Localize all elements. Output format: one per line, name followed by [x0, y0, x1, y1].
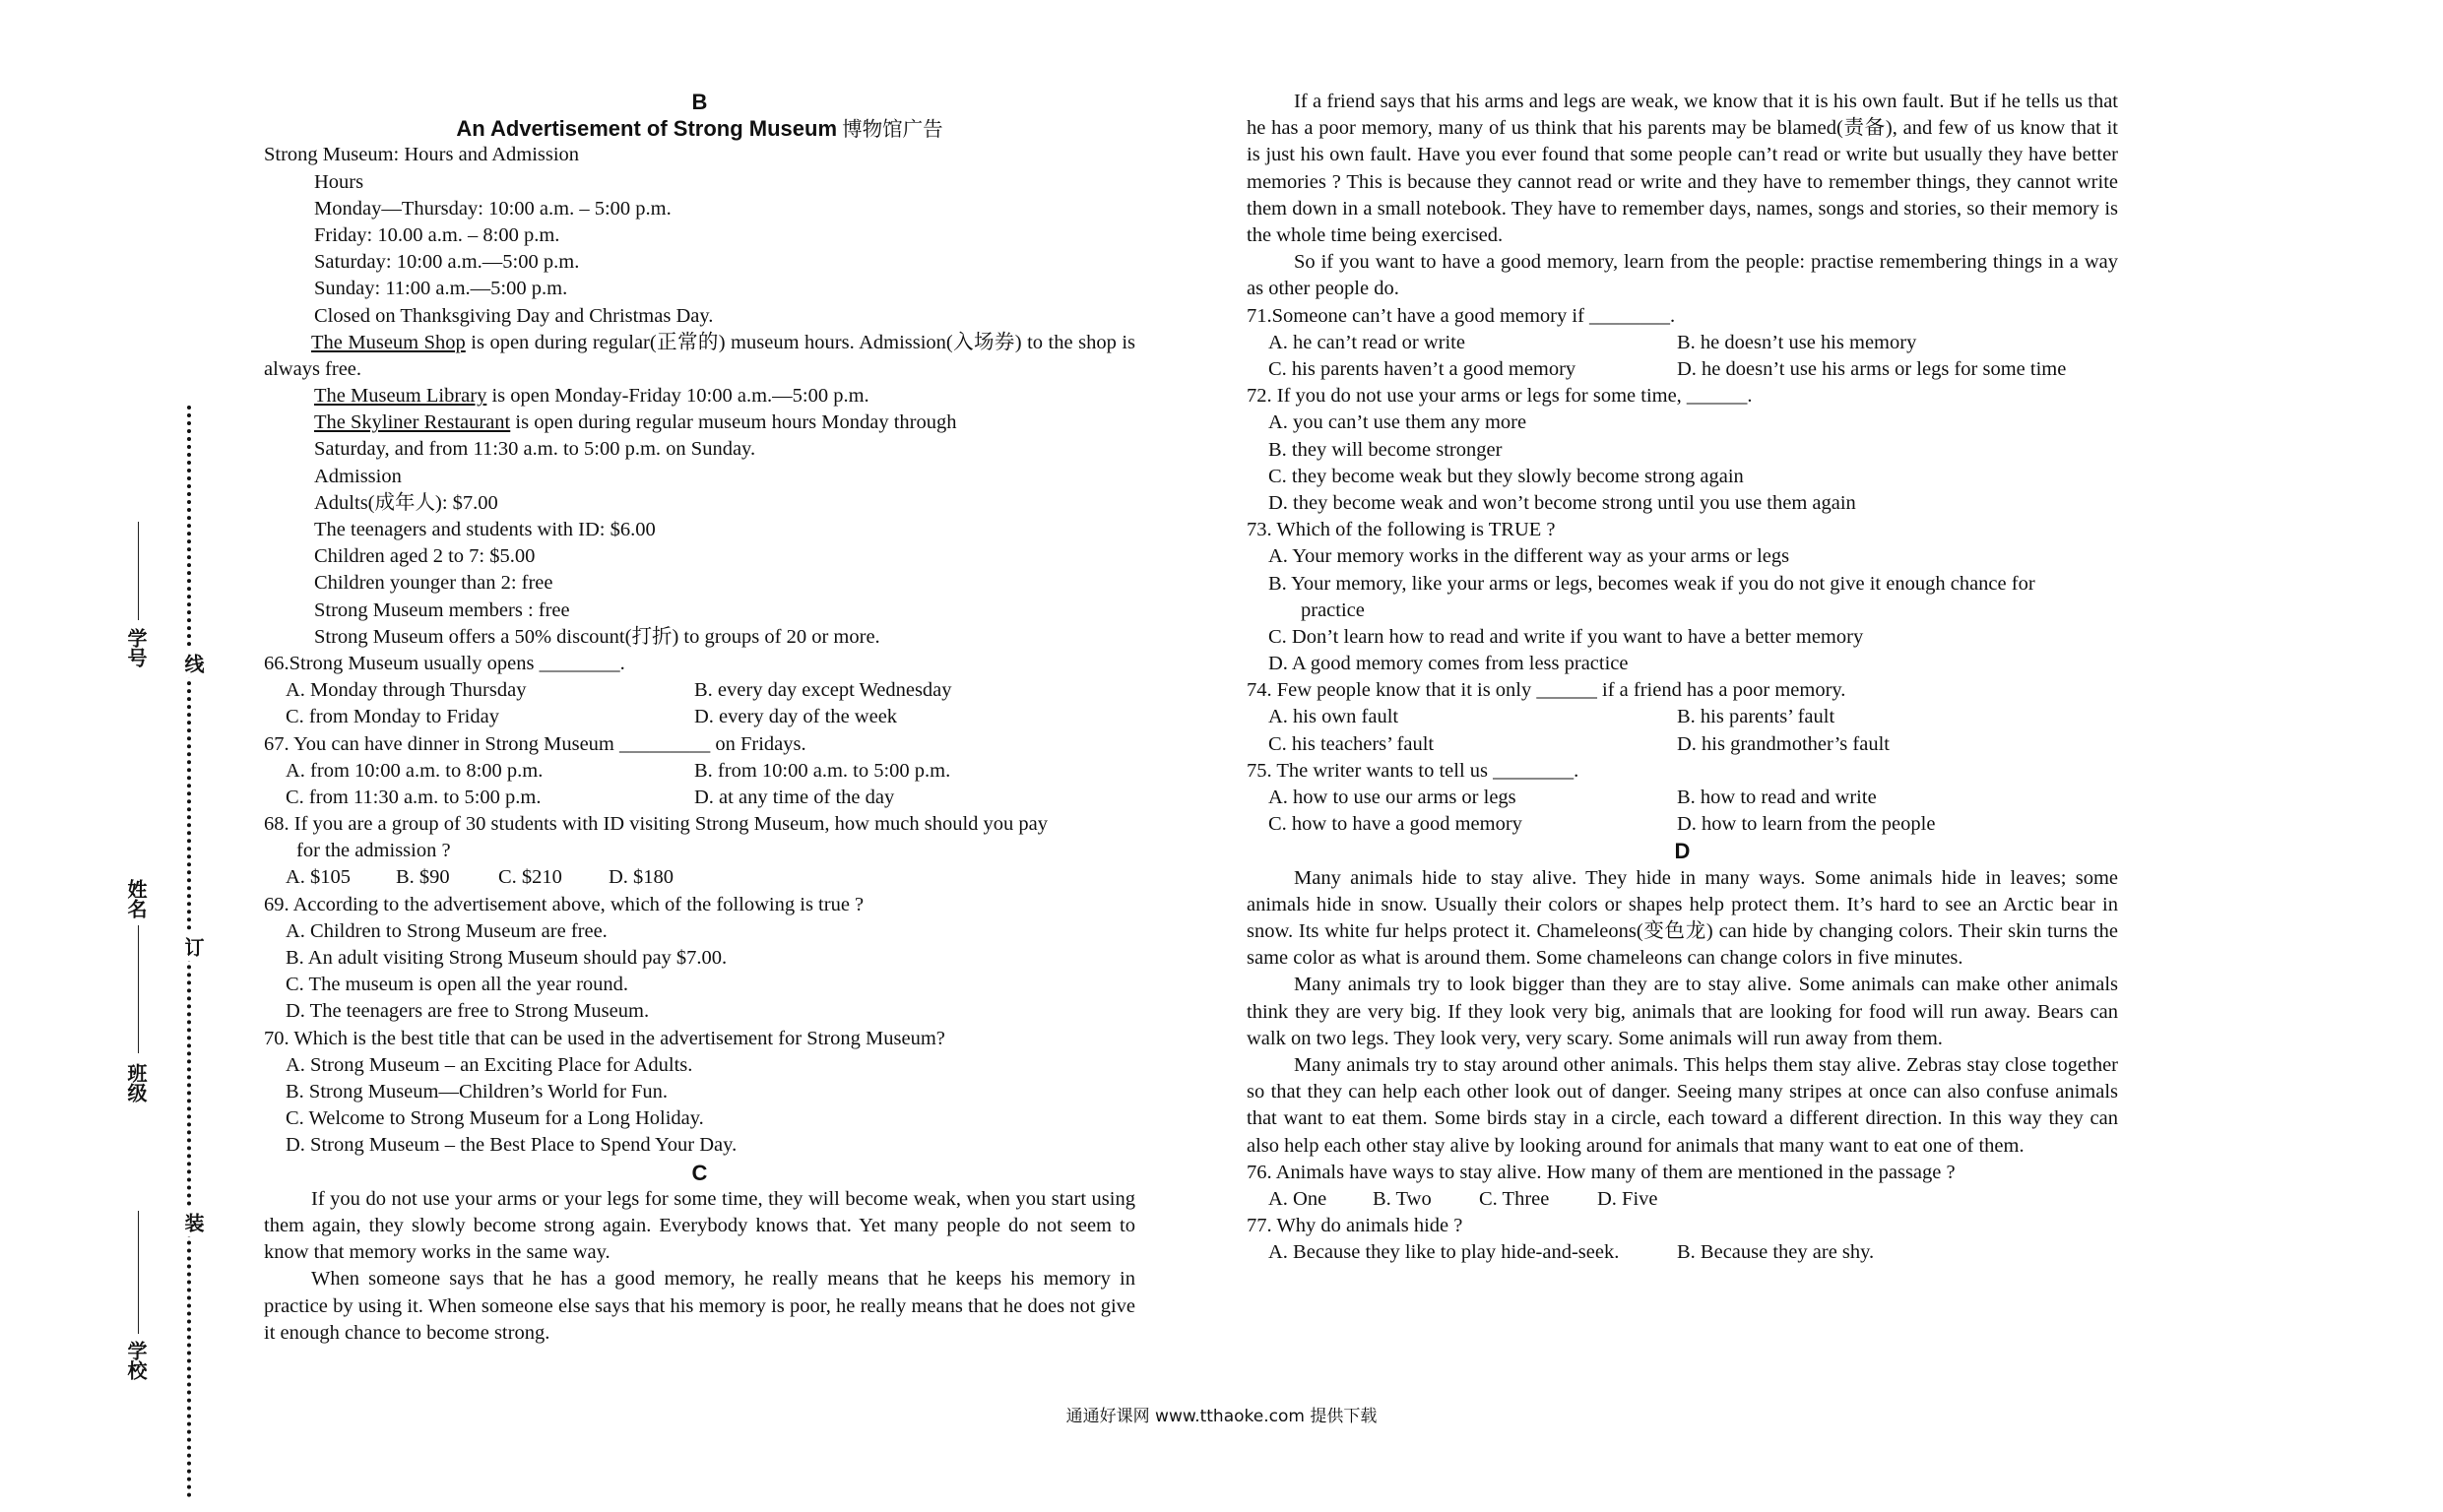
q73-option-c[interactable]: C. Don’t learn how to read and write if you want to have a better memory [1268, 625, 1864, 648]
cut-word-bind: 订 [179, 933, 208, 961]
q73-option-b[interactable]: B. Your memory, like your arms or legs, becomes weak if you do not give it enough chance for [1268, 572, 2035, 595]
price-students: The teenagers and students with ID: $6.00 [314, 519, 656, 541]
q68-option-d[interactable]: D. $180 [609, 866, 675, 889]
q76-option-a[interactable]: A. One [1268, 1187, 1327, 1210]
section-d-para-3: Many animals try to stay around other animals. This helps them stay alive. Zebras stay close together so that they can help each other look out of danger. Seeing many stripes at once can also confuse animals that want to eat them. Some birds stay in a circle, each toward a different direction. In this way they can also help each other stay alive by looking around for animals that many want to eat one of them. [1247, 1053, 2118, 1157]
q67-option-d[interactable]: D. at any time of the day [694, 786, 895, 808]
cut-word-line: 线 [179, 650, 208, 677]
q75-option-c[interactable]: C. how to have a good memory [1268, 813, 1522, 836]
name-label: 姓名 [124, 879, 148, 918]
class-blank [138, 925, 139, 1053]
q77-option-b[interactable]: B. Because they are shy. [1677, 1241, 1875, 1264]
hours-sat: Saturday: 10:00 a.m.—5:00 p.m. [314, 251, 580, 274]
price-members: Strong Museum members : free [314, 598, 570, 621]
page-footer: 通通好课网 www.tthaoke.com 提供下载 [1065, 1407, 1378, 1426]
q75-options-cd [1247, 811, 2118, 838]
closed-days: Closed on Thanksgiving Day and Christmas Day. [314, 304, 714, 327]
student-id-label: 学号 [124, 628, 148, 667]
shop-info [264, 330, 1135, 383]
q74-option-b[interactable]: B. his parents’ fault [1677, 706, 1835, 728]
price-children: Children aged 2 to 7: $5.00 [314, 545, 536, 568]
q75-stem: 75. The writer wants to tell us ________. [1247, 759, 1579, 782]
q69-option-a[interactable]: A. Children to Strong Museum are free. [286, 919, 608, 942]
q68-stem: 68. If you are a group of 30 students with ID visiting Strong Museum, how much should you pay [264, 813, 1049, 836]
student-id-blank [138, 522, 139, 620]
school-label: 学校 [124, 1341, 148, 1380]
shop-info-text: is open during regular(正常的) museum hours. Admission(入场券) to the shop is always free. [264, 331, 1135, 380]
q72-option-c[interactable]: C. they become weak but they slowly become strong again [1268, 465, 1744, 487]
q76-stem: 76. Animals have ways to stay alive. How many of them are mentioned in the passage ? [1247, 1161, 1956, 1183]
q66-stem: 66.Strong Museum usually opens ________. [264, 652, 625, 674]
q75-options-ab [1247, 785, 2118, 811]
restaurant-info-line2: Saturday, and from 11:30 a.m. to 5:00 p.m. on Sunday. [314, 438, 756, 461]
q68-options [264, 864, 1135, 891]
museum-shop-link[interactable]: The Museum Shop [311, 331, 466, 353]
hours-heading: Hours [314, 170, 364, 193]
q67-option-c[interactable]: C. from 11:30 a.m. to 5:00 p.m. [286, 786, 542, 808]
q67-stem: 67. You can have dinner in Strong Museum _________ on Fridays. [264, 732, 806, 755]
q67-option-a[interactable]: A. from 10:00 a.m. to 8:00 p.m. [286, 759, 544, 782]
section-c-letter: C [691, 1160, 708, 1185]
q77-option-a[interactable]: A. Because they like to play hide-and-seek. [1268, 1241, 1620, 1264]
q71-option-a[interactable]: A. he can’t read or write [1268, 331, 1465, 353]
section-c-para-1: If you do not use your arms or your legs for some time, they will become weak, when you start using them again, they slowly become strong again. Everybody knows that. Yet many people do not seem to know that memory works in the same way. [264, 1187, 1135, 1264]
q68-stem-cont: for the admission ? [296, 840, 451, 862]
q67-options-cd [264, 785, 1135, 811]
right-column [1247, 89, 2118, 1267]
price-infants: Children younger than 2: free [314, 572, 553, 595]
q72-option-d[interactable]: D. they become weak and won’t become strong until you use them again [1268, 491, 1856, 514]
q69-option-c[interactable]: C. The museum is open all the year round. [286, 974, 629, 996]
q73-option-a[interactable]: A. Your memory works in the different way as your arms or legs [1268, 545, 1790, 568]
q76-options [1247, 1186, 2118, 1213]
q66-options-ab [264, 677, 1135, 704]
section-b-letter: B [691, 90, 708, 114]
section-d-letter: D [1674, 839, 1691, 864]
q75-option-d[interactable]: D. how to learn from the people [1677, 813, 1936, 836]
q68-option-a[interactable]: A. $105 [286, 866, 352, 889]
binding-margin [0, 0, 256, 1512]
q70-option-d[interactable]: D. Strong Museum – the Best Place to Spend Your Day. [286, 1134, 738, 1157]
q71-stem: 71.Someone can’t have a good memory if ________. [1247, 304, 1676, 327]
q74-options-cd [1247, 731, 2118, 758]
q71-options-ab [1247, 330, 2118, 356]
q73-option-d[interactable]: D. A good memory comes from less practice [1268, 653, 1629, 675]
q76-option-c[interactable]: C. Three [1479, 1187, 1550, 1210]
q74-option-c[interactable]: C. his teachers’ fault [1268, 732, 1435, 755]
q69-option-b[interactable]: B. An adult visiting Strong Museum should pay $7.00. [286, 947, 728, 970]
q74-option-a[interactable]: A. his own fault [1268, 706, 1399, 728]
library-info-text: is open Monday-Friday 10:00 a.m.—5:00 p.m. [486, 385, 869, 408]
library-info [264, 383, 1135, 410]
section-d-para-1: Many animals hide to stay alive. They hide in many ways. Some animals hide in leaves; some animals hide in snow. Usually their colors or shapes help protect them. It’s hard to see an Arctic bear in snow. Its white fur helps protect it. Chameleons(变色龙) can hide by changing colors. Their skin turns the same color as what is around them. Some chameleons can change colors in five minutes. [1247, 866, 2118, 970]
hours-mon-thu: Monday—Thursday: 10:00 a.m. – 5:00 p.m. [314, 197, 672, 220]
q66-option-a[interactable]: A. Monday through Thursday [286, 679, 527, 702]
q67-option-b[interactable]: B. from 10:00 a.m. to 5:00 p.m. [694, 759, 951, 782]
q68-option-b[interactable]: B. $90 [396, 866, 450, 889]
q71-option-b[interactable]: B. he doesn’t use his memory [1677, 331, 1917, 353]
q70-option-a[interactable]: A. Strong Museum – an Exciting Place for Adults. [286, 1053, 693, 1076]
q68-option-c[interactable]: C. $210 [498, 866, 562, 889]
group-discount: Strong Museum offers a 50% discount(打折) to groups of 20 or more. [314, 625, 880, 648]
hours-sun: Sunday: 11:00 a.m.—5:00 p.m. [314, 278, 568, 300]
q71-option-d[interactable]: D. he doesn’t use his arms or legs for some time [1677, 358, 2067, 380]
q77-options-ab [1247, 1239, 2118, 1266]
price-adults: Adults(成年人): $7.00 [314, 491, 498, 514]
q74-option-d[interactable]: D. his grandmother’s fault [1677, 732, 1890, 755]
hours-fri: Friday: 10.00 a.m. – 8:00 p.m. [314, 223, 560, 246]
q72-option-b[interactable]: B. they will become stronger [1268, 438, 1503, 461]
school-blank [138, 1211, 139, 1334]
section-c-para-3: If a friend says that his arms and legs are weak, we know that it is his own fault. But if he tells us that he has a poor memory, many of us think that his parents may be blamed(责备), and few of us know that it is just his own fault. Have you ever found that some people can’t read or write but usually they have better memories ? This is because they cannot read or write and they have to remember things, they cannot write them down in a small notebook. They have to remember days, names, songs and stories, so their memory is the whole time being exercised. [1247, 91, 2118, 247]
q70-option-b[interactable]: B. Strong Museum—Children’s World for Fun. [286, 1080, 669, 1102]
q75-option-a[interactable]: A. how to use our arms or legs [1268, 787, 1516, 808]
q66-option-c[interactable]: C. from Monday to Friday [286, 706, 499, 728]
q72-stem: 72. If you do not use your arms or legs for some time, ______. [1247, 385, 1753, 408]
left-column [264, 89, 1135, 1347]
cut-word-staple: 装 [179, 1209, 208, 1236]
q66-option-d[interactable]: D. every day of the week [694, 706, 898, 728]
q76-option-d[interactable]: D. Five [1597, 1187, 1658, 1210]
restaurant-info-text: is open during regular museum hours Monday through [510, 411, 957, 434]
q74-options-ab [1247, 704, 2118, 730]
q73-option-b-cont: practice [1301, 598, 1365, 621]
q75-option-b[interactable]: B. how to read and write [1677, 787, 1877, 808]
restaurant-link[interactable]: The Skyliner Restaurant [314, 411, 511, 434]
q66-options-cd [264, 704, 1135, 730]
q69-option-d[interactable]: D. The teenagers are free to Strong Museum. [286, 1000, 650, 1023]
section-b-title-en: An Advertisement of Strong Museum [456, 116, 838, 142]
museum-library-link[interactable]: The Museum Library [314, 385, 487, 408]
ad-header: Strong Museum: Hours and Admission [264, 144, 580, 166]
q71-option-c[interactable]: C. his parents haven’t a good memory [1268, 358, 1576, 380]
restaurant-info [264, 410, 1135, 436]
q77-stem: 77. Why do animals hide ? [1247, 1215, 1463, 1237]
section-c-para-2: When someone says that he has a good memory, he really means that he keeps his memory in practice by using it. When someone else says that his memory is poor, he really means that he does not give it enough chance to become strong. [264, 1268, 1135, 1344]
class-label: 班级 [124, 1063, 148, 1102]
section-b-title-cn: 博物馆广告 [842, 119, 943, 142]
q67-options-ab [264, 758, 1135, 785]
section-d-para-2: Many animals try to look bigger than they are to stay alive. Some animals can make other animals think they are very big. If they look very big, animals that are looking for food will run away. Bears can walk on two legs. They look very, very scary. Some animals will run away from them. [1247, 974, 2118, 1049]
q76-option-b[interactable]: B. Two [1373, 1187, 1432, 1210]
q73-stem: 73. Which of the following is TRUE ? [1247, 519, 1556, 541]
section-c-para-4: So if you want to have a good memory, learn from the people: practise remembering things in a way as other people do. [1247, 251, 2118, 300]
q66-option-b[interactable]: B. every day except Wednesday [694, 679, 952, 702]
q71-options-cd [1247, 356, 2118, 383]
q72-option-a[interactable]: A. you can’t use them any more [1268, 411, 1527, 434]
section-b-title [264, 115, 1135, 142]
q69-stem: 69. According to the advertisement above, which of the following is true ? [264, 893, 865, 915]
q74-stem: 74. Few people know that it is only ______ if a friend has a poor memory. [1247, 679, 1846, 702]
admission-heading: Admission [314, 465, 402, 487]
q70-option-c[interactable]: C. Welcome to Strong Museum for a Long Holiday. [286, 1107, 704, 1130]
q70-stem: 70. Which is the best title that can be used in the advertisement for Strong Museum? [264, 1027, 945, 1049]
